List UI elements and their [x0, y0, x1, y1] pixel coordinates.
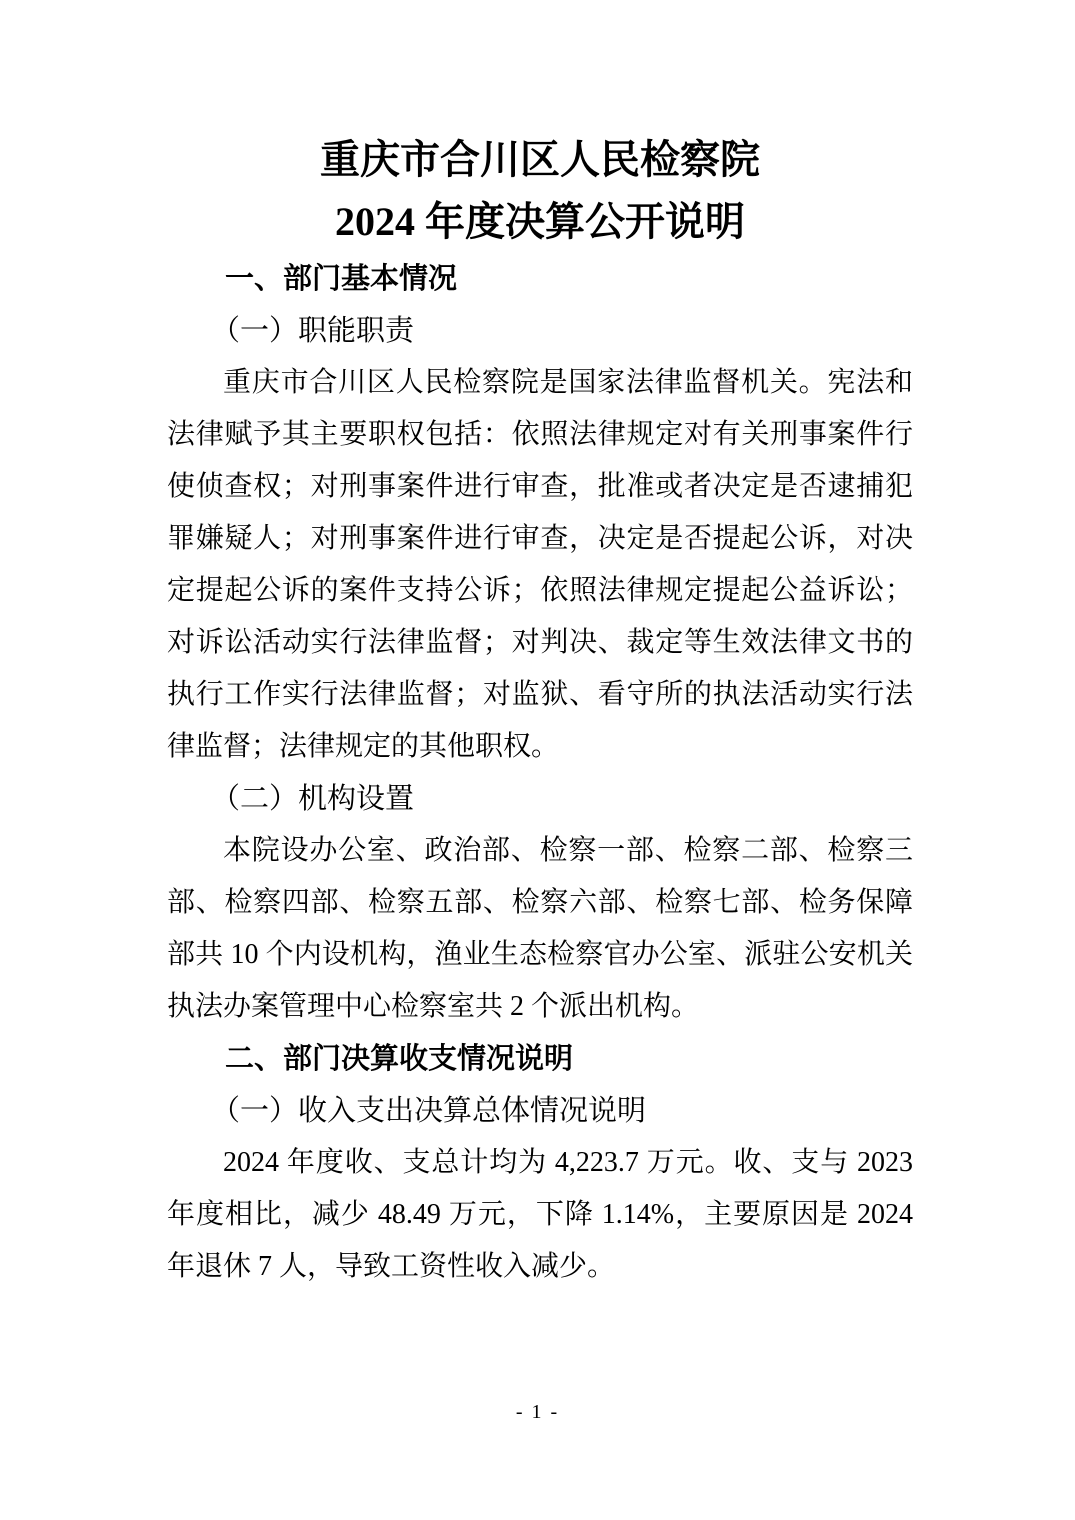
document-title-line-1: 重庆市合川区人民检察院 — [320, 137, 760, 182]
subsection-heading-organization: （二）机构设置 — [211, 783, 415, 815]
document-content — [167, 129, 913, 1293]
subsection-heading-duties: （一）职能职责 — [211, 315, 415, 347]
paragraph-duties: 重庆市合川区人民检察院是国家法律监督机关。宪法和法律赋予其主要职权包括：依照法律规定对有关刑事案件行使侦查权；对刑事案件进行审查，批准或者决定是否逮捕犯罪嫌疑人；对刑事案件进行审查，决定是否提起公诉，对决定提起公诉的案件支持公诉；依照法律规定提起公益诉讼；对诉讼活动实行法律监督；对判决、裁定等生效法律文书的执行工作实行法律监督；对监狱、看守所的执法活动实行法律监督；法律规定的其他职权。 — [167, 367, 913, 762]
page-number: - 1 - — [515, 1401, 560, 1423]
subsection-heading-revenue-expenditure: （一）收入支出决算总体情况说明 — [211, 1095, 647, 1127]
document-title — [167, 129, 913, 253]
paragraph-revenue-expenditure: 2024 年度收、支总计均为 4,223.7 万元。收、支与 2023 年度相比，减少 48.49 万元，下降 1.14%，主要原因是 2024 年退休 7 人，导致工资性收入减少。 — [167, 1147, 913, 1282]
section-heading-basic-info: 一、部门基本情况 — [225, 263, 458, 295]
document-body — [167, 253, 913, 1293]
section-heading-budget-overview: 二、部门决算收支情况说明 — [225, 1043, 574, 1075]
document-title-line-2: 2024 年度决算公开说明 — [335, 199, 745, 244]
paragraph-organization: 本院设办公室、政治部、检察一部、检察二部、检察三部、检察四部、检察五部、检察六部、检察七部、检务保障部共 10 个内设机构，渔业生态检察官办公室、派驻公安机关执法办案管理中心检察室共 2 个派出机构。 — [167, 835, 913, 1022]
